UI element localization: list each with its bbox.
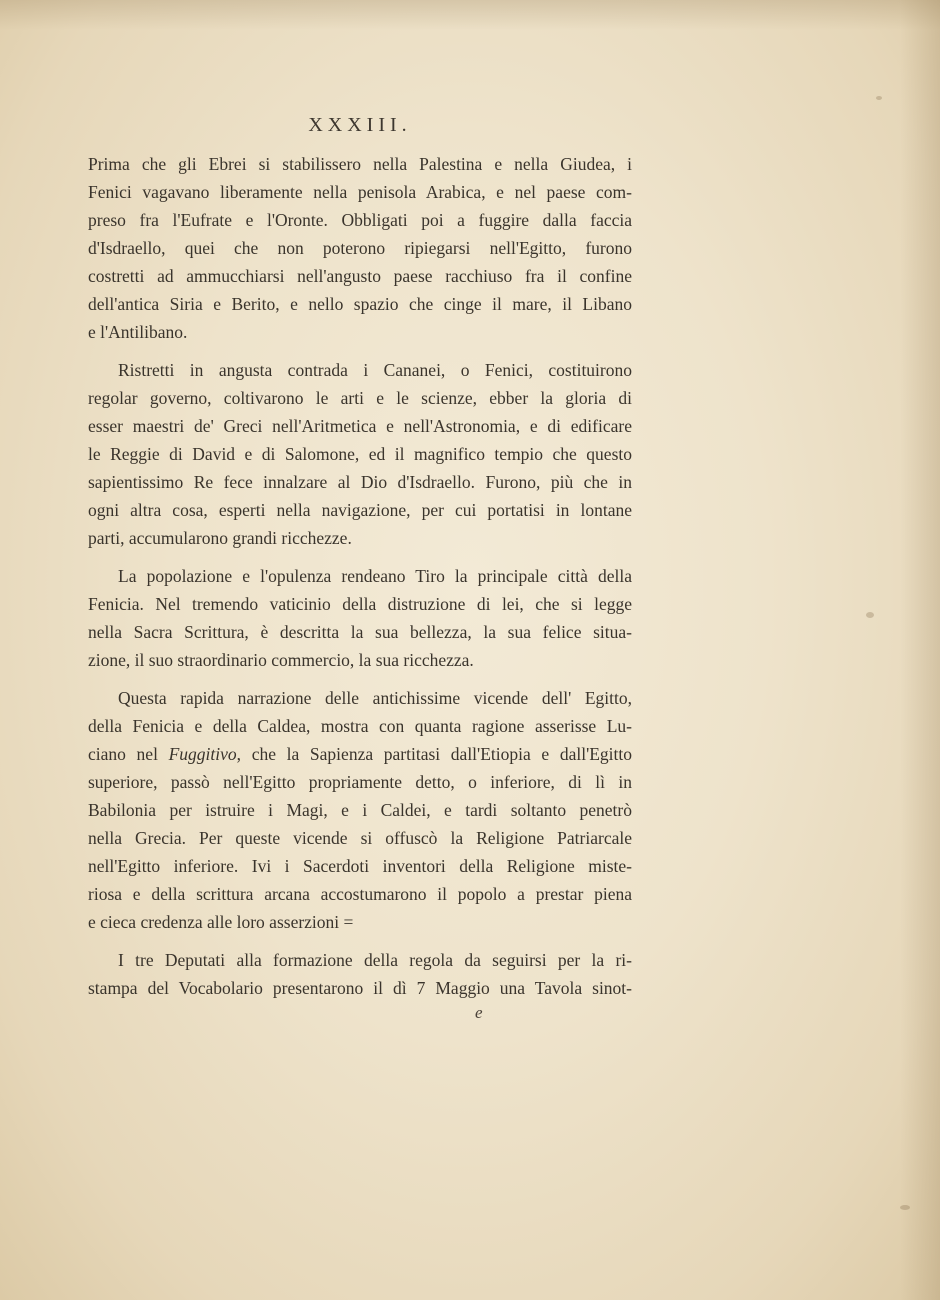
text-line: nella Grecia. Per queste vicende si offuscò la Religione Patriarcale — [88, 828, 632, 848]
foxing-spot — [900, 1205, 910, 1210]
text-line: Babilonia per istruire i Magi, e i Caldei, e tardi soltanto penetrò — [88, 800, 632, 820]
text-line: La popolazione e l'opulenza rendeano Tiro la principale città della — [118, 566, 632, 586]
text-line: e cieca credenza alle loro asserzioni = — [88, 912, 354, 932]
text-line: sapientissimo Re fece innalzare al Dio d'Isdraello. Furono, più che in — [88, 472, 632, 492]
page-header-roman-numeral: XXXIII. — [308, 114, 412, 136]
text-line: preso fra l'Eufrate e l'Oronte. Obbligati poi a fuggire dalla faccia — [88, 210, 632, 230]
text-line: superiore, passò nell'Egitto propriamente detto, o inferiore, di lì in — [88, 772, 632, 792]
signature-mark: e — [475, 1003, 483, 1022]
text-line: nell'Egitto inferiore. Ivi i Sacerdoti inventori della Religione miste- — [88, 856, 632, 876]
foxing-spot — [876, 96, 882, 100]
text-line: Prima che gli Ebrei si stabilissero nella Palestina e nella Giudea, i — [88, 154, 632, 174]
text-line: zione, il suo straordinario commercio, la sua ricchezza. — [88, 650, 474, 670]
text-line: le Reggie di David e di Salomone, ed il magnifico tempio che questo — [88, 444, 632, 464]
foxing-spot — [866, 612, 874, 618]
text-line: Fenicia. Nel tremendo vaticinio della distruzione di lei, che si legge — [88, 594, 632, 614]
text-line: I tre Deputati alla formazione della regola da seguirsi per la ri- — [118, 950, 632, 970]
text-line: Fenici vagavano liberamente nella penisola Arabica, e nel paese com- — [88, 182, 632, 202]
text-line: riosa e della scrittura arcana accostumarono il popolo a prestar piena — [88, 884, 632, 904]
text-line: regolar governo, coltivarono le arti e le scienze, ebber la gloria di — [88, 388, 632, 408]
text-line: nella Sacra Scrittura, è descritta la sua bellezza, la sua felice situa- — [88, 622, 632, 642]
text-line: costretti ad ammucchiarsi nell'angusto paese racchiuso fra il confine — [88, 266, 632, 286]
text-line: Ristretti in angusta contrada i Cananei, o Fenici, costituirono — [118, 360, 632, 380]
text-line: dell'antica Siria e Berito, e nello spazio che cinge il mare, il Libano — [88, 294, 632, 314]
text-line: d'Isdraello, quei che non poterono ripiegarsi nell'Egitto, furono — [88, 238, 632, 258]
body-text — [88, 150, 632, 1002]
text-line: parti, accumularono grandi ricchezze. — [88, 528, 352, 548]
text-line: della Fenicia e della Caldea, mostra con quanta ragione asserisse Lu- — [88, 716, 632, 736]
text-line: stampa del Vocabolario presentarono il dì 7 Maggio una Tavola sinot- — [88, 978, 632, 998]
work-title-italic: Fuggitivo — [168, 744, 237, 764]
text-line: esser maestri de' Greci nell'Aritmetica e nell'Astronomia, e di edificare — [88, 416, 632, 436]
text-line: ciano nel Fuggitivo, che la Sapienza partitasi dall'Etiopia e dall'Egitto — [88, 744, 632, 764]
text-line: ogni altra cosa, esperti nella navigazione, per cui portatisi in lontane — [88, 500, 632, 520]
page-top-shading — [0, 0, 940, 30]
page-edge-shading — [900, 0, 940, 1300]
text-line: e l'Antilibano. — [88, 322, 188, 342]
text-line: Questa rapida narrazione delle antichissime vicende dell' Egitto, — [118, 688, 632, 708]
